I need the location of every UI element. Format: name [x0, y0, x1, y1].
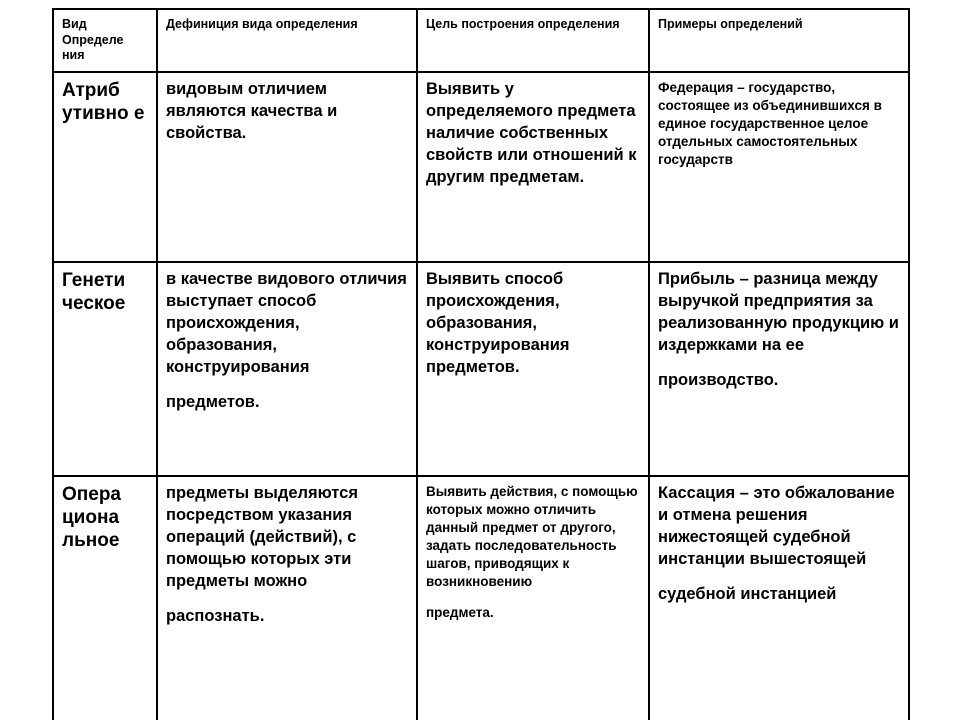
header-cell-kind: Вид Определе ния [53, 9, 157, 72]
paragraph: Выявить у определяемого предмета наличие собственных свойств или отношений к другим предметам. [426, 79, 642, 186]
table-row [53, 72, 909, 262]
cell-purpose-genetic [417, 262, 649, 476]
paragraph: предмета. [426, 605, 494, 621]
header-cell-examples: Примеры определений [649, 9, 909, 72]
paragraph: предметы выделяются посредством указания операций (действий), с помощью которых эти предметы можно [166, 483, 363, 590]
cell-definition-operational [157, 476, 417, 720]
table-row [53, 262, 909, 476]
paragraph: Кассация – это обжалование и отмена решения нижестоящей судебной инстанции вышестоящей [658, 483, 900, 568]
row-label-operational: Опера циона льное [53, 476, 157, 720]
header-cell-purpose: Цель построения определения [417, 9, 649, 72]
paragraph: Выявить способ происхождения, образования, конструирования предметов. [426, 269, 575, 376]
paragraph: предметов. [166, 392, 260, 411]
row-label-genetic: Генети ческое [53, 262, 157, 476]
cell-examples-operational [649, 476, 909, 720]
paragraph: распознать. [166, 606, 265, 625]
cell-definition-genetic [157, 262, 417, 476]
paragraph: Выявить действия, с помощью которых можно отличить данный предмет от другого, задать последовательность шагов, приводящих к возникновению [426, 483, 642, 590]
paragraph: видовым отличием являются качества и свойства. [166, 79, 342, 142]
paragraph: в качестве видового отличия выступает способ происхождения, образования, конструирования [166, 269, 412, 376]
definitions-table [52, 8, 910, 720]
paragraph: судебной инстанцией [658, 584, 837, 603]
cell-examples-genetic [649, 262, 909, 476]
table-row [53, 476, 909, 720]
table-header-row [53, 9, 909, 72]
cell-definition-attributive [157, 72, 417, 262]
cell-examples-attributive [649, 72, 909, 262]
paragraph: Федерация – государство, состоящее из объединившихся в единое государственное целое отдельных самостоятельных государств [658, 79, 886, 168]
header-cell-definition: Дефиниция вида определения [157, 9, 417, 72]
paragraph: Прибыль – разница между выручкой предприятия за реализованную продукцию и издержками на ее [658, 269, 904, 354]
paragraph: производство. [658, 370, 779, 389]
cell-purpose-operational [417, 476, 649, 720]
row-label-attributive: Атриб утивно е [53, 72, 157, 262]
cell-purpose-attributive [417, 72, 649, 262]
